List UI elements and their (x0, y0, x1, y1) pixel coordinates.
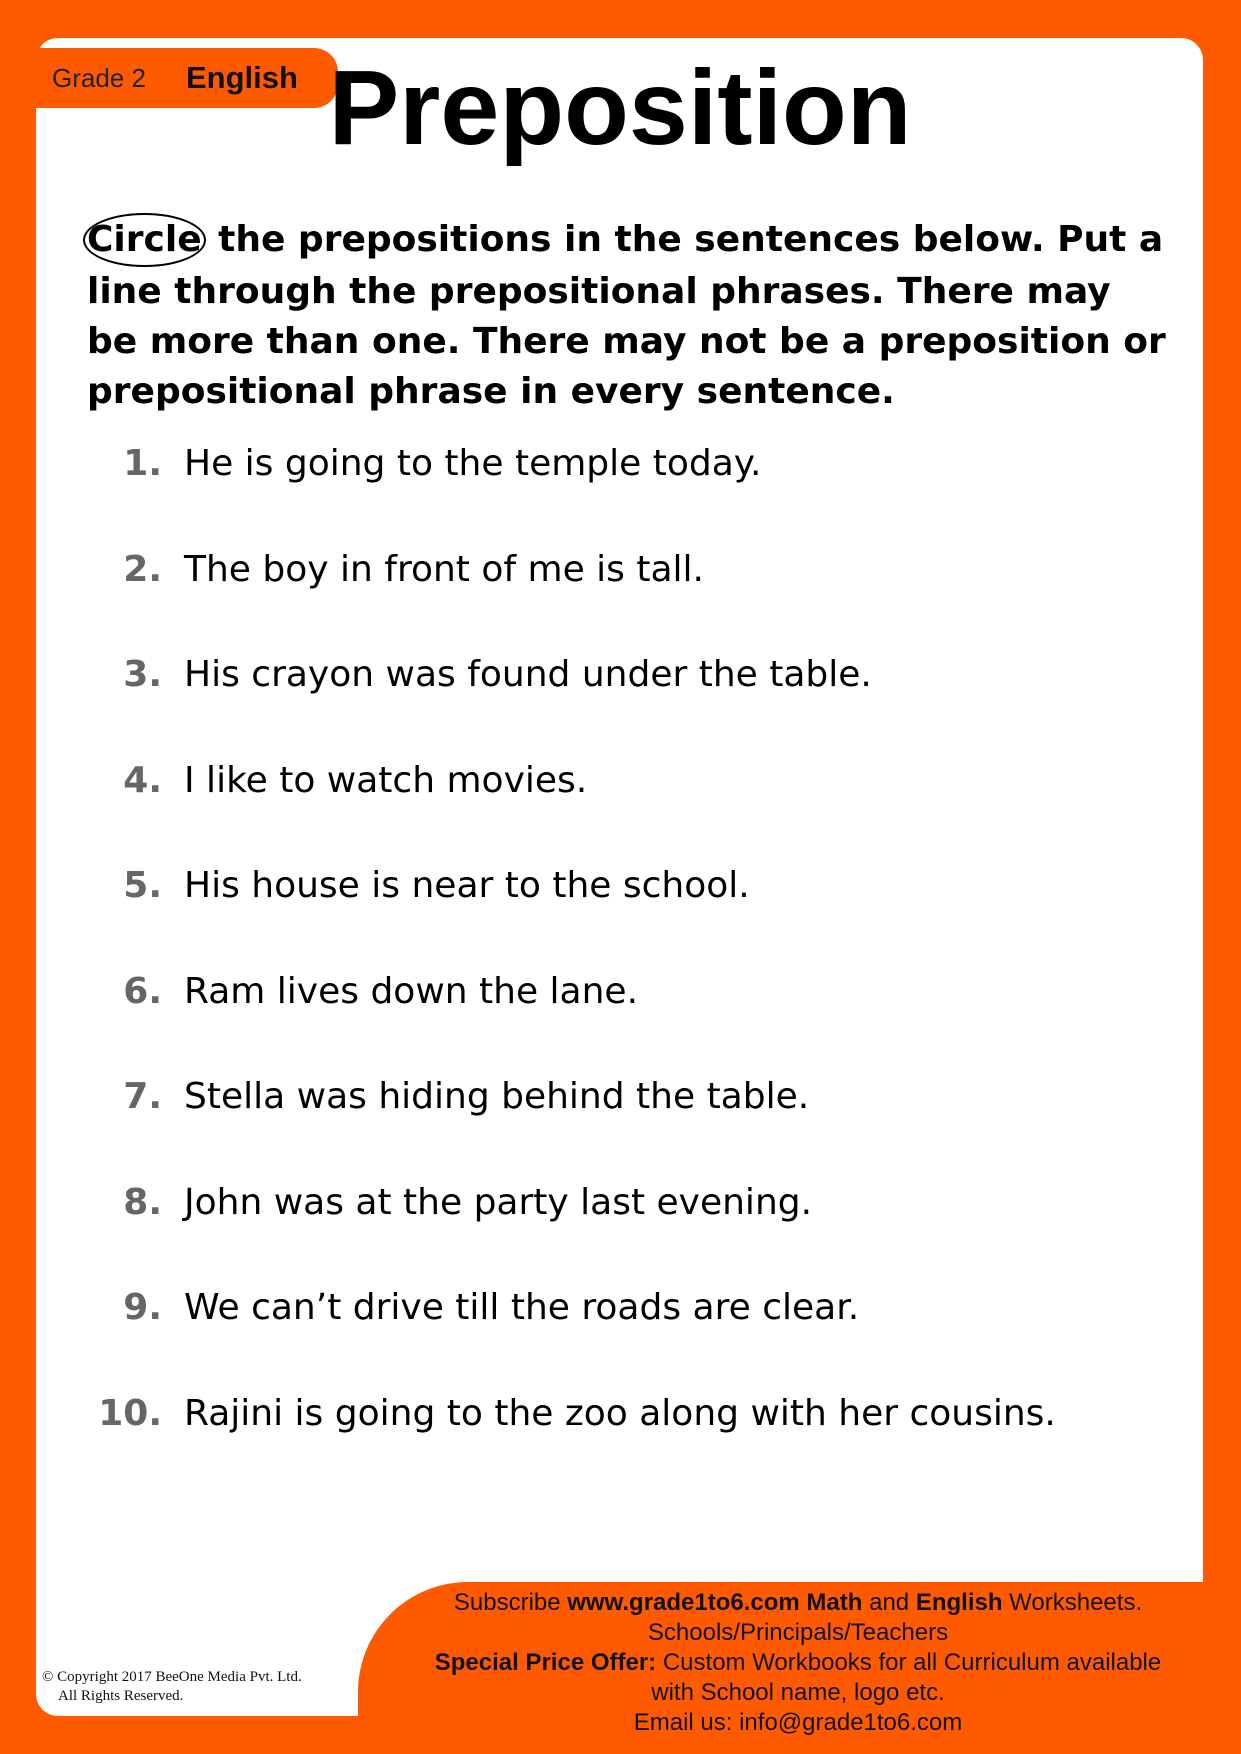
copyright-line-1: © Copyright 2017 BeeOne Media Pvt. Ltd. (42, 1669, 302, 1685)
subject-label: English (185, 60, 298, 95)
question-item (86, 856, 1146, 962)
question-sentence: The boy in front of me is tall. (184, 548, 704, 590)
instructions (87, 213, 1167, 417)
offer-label: Special Price Offer: (434, 1649, 657, 1676)
footer-offer-line (378, 1648, 1218, 1678)
question-number: 3. (123, 654, 162, 695)
question-item (86, 1278, 1146, 1384)
grade-label: Grade 2 (52, 62, 146, 93)
question-sentence: His house is near to the school. (184, 865, 750, 906)
question-item (86, 540, 1146, 646)
offer-text: Custom Workbooks for all Curriculum available (656, 1649, 1162, 1676)
question-item (86, 1173, 1146, 1279)
question-item (86, 1067, 1146, 1173)
instructions-text: the prepositions in the sentences below. Put a line through the prepositional phrases. There may be more than one. There may not be a preposition or prepositional phrase in every sentence. (87, 219, 1166, 412)
question-sentence: He is going to the temple today. (184, 443, 762, 484)
question-item (86, 434, 1146, 540)
grade-subject-tab (36, 48, 338, 108)
and-text: and (862, 1589, 916, 1616)
math-label: Math (799, 1589, 863, 1616)
question-item (86, 645, 1146, 751)
footer-email[interactable]: Email us: info@grade1to6.com (633, 1709, 963, 1736)
copyright-line-2: All Rights Reserved. (58, 1688, 184, 1704)
footer-subscribe-line (378, 1588, 1218, 1618)
english-label: English (915, 1589, 1003, 1616)
question-number: 4. (123, 759, 162, 801)
question-sentence: John was at the party last evening. (184, 1181, 813, 1223)
subscribe-prefix: Subscribe (453, 1589, 568, 1616)
circled-word: Circle (83, 213, 206, 267)
question-list (86, 434, 1146, 1489)
footer-text (378, 1588, 1218, 1738)
worksheets-text: Worksheets. (1002, 1589, 1143, 1616)
question-number: 5. (123, 865, 162, 906)
question-item (86, 751, 1146, 857)
question-number: 2. (123, 548, 162, 590)
question-number: 6. (123, 970, 162, 1012)
question-sentence: Ram lives down the lane. (184, 970, 639, 1012)
footer-offer-line-2: with School name, logo etc. (651, 1679, 945, 1706)
footer-audience: Schools/Principals/Teachers (647, 1619, 949, 1646)
question-number: 8. (123, 1181, 162, 1223)
question-number: 9. (123, 1287, 162, 1328)
question-item (86, 1384, 1146, 1490)
website-link[interactable]: www.grade1to6.com (567, 1589, 800, 1616)
question-item (86, 962, 1146, 1068)
question-sentence: His crayon was found under the table. (184, 654, 872, 695)
question-number: 1. (123, 443, 162, 484)
question-sentence: Rajini is going to the zoo along with her cousins. (184, 1392, 1056, 1434)
page-title: Preposition (328, 49, 912, 167)
question-sentence: Stella was hiding behind the table. (184, 1076, 810, 1117)
copyright-notice (42, 1668, 302, 1706)
question-sentence: We can’t drive till the roads are clear. (184, 1287, 860, 1328)
question-number: 10. (98, 1392, 162, 1434)
question-number: 7. (123, 1076, 162, 1117)
question-sentence: I like to watch movies. (184, 759, 588, 801)
